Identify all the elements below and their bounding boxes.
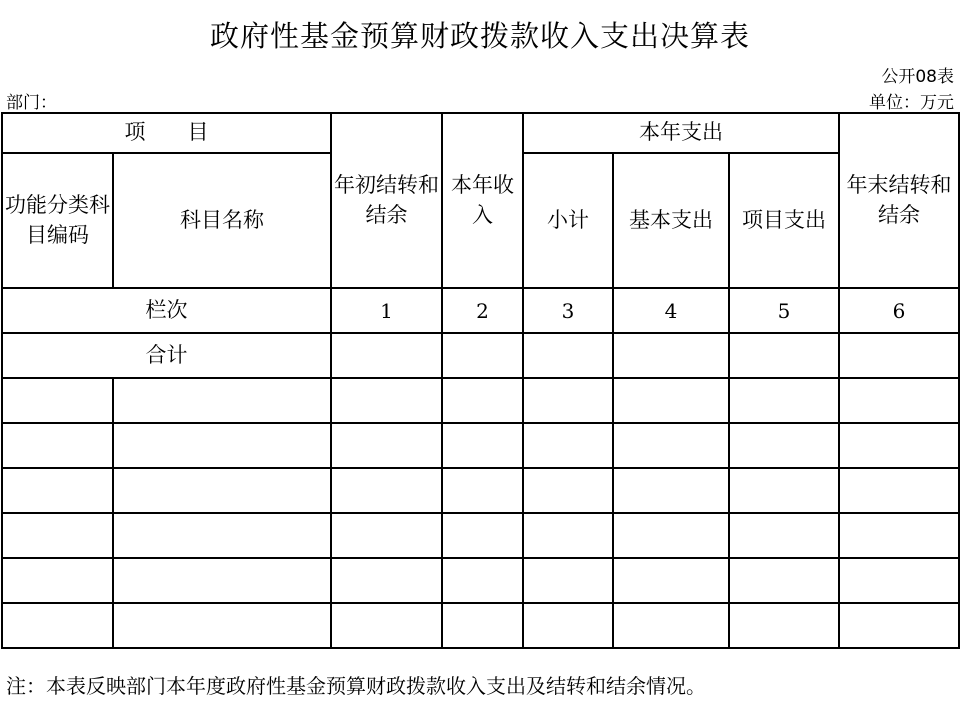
table-cell xyxy=(2,603,113,648)
table-cell xyxy=(331,333,442,378)
page-title: 政府性基金预算财政拨款收入支出决算表 xyxy=(209,19,750,53)
table-cell xyxy=(442,603,523,648)
footnote: 注：本表反映部门本年度政府性基金预算财政拨款收入支出及结转和结余情况。 xyxy=(6,674,706,698)
header-income: 本年收入 xyxy=(442,113,523,288)
table-cell xyxy=(729,603,839,648)
table-cell xyxy=(523,468,613,513)
column-number: 5 xyxy=(729,288,839,333)
table-cell xyxy=(729,513,839,558)
table-cell xyxy=(839,468,959,513)
table-cell xyxy=(523,423,613,468)
table-cell xyxy=(442,333,523,378)
column-number: 6 xyxy=(839,288,959,333)
department-label: 部门： xyxy=(6,93,57,113)
table-cell xyxy=(2,423,113,468)
table-cell xyxy=(613,468,729,513)
header-begin-balance: 年初结转和结余 xyxy=(331,113,442,288)
total-label: 合计 xyxy=(2,333,331,378)
table-cell xyxy=(2,558,113,603)
table-cell xyxy=(729,558,839,603)
table-row xyxy=(2,603,959,648)
table-cell xyxy=(331,378,442,423)
table-cell xyxy=(613,423,729,468)
header-func-code: 功能分类科目编码 xyxy=(2,153,113,288)
table-cell xyxy=(613,603,729,648)
header-end-balance: 年末结转和结余 xyxy=(839,113,959,288)
table-cell xyxy=(331,423,442,468)
table-cell xyxy=(839,378,959,423)
column-index-label: 栏次 xyxy=(2,288,331,333)
table-cell xyxy=(839,333,959,378)
header-expense-group: 本年支出 xyxy=(523,113,839,153)
header-project-expense: 项目支出 xyxy=(729,153,839,288)
table-cell xyxy=(613,513,729,558)
table-cell xyxy=(331,603,442,648)
table-row xyxy=(2,513,959,558)
table-cell xyxy=(839,513,959,558)
table-cell xyxy=(523,513,613,558)
table-cell xyxy=(613,558,729,603)
table-cell xyxy=(113,558,331,603)
table-cell xyxy=(113,513,331,558)
table-cell xyxy=(2,513,113,558)
budget-table xyxy=(1,112,960,649)
table-cell xyxy=(442,468,523,513)
table-cell xyxy=(113,603,331,648)
table-cell xyxy=(729,378,839,423)
table-cell xyxy=(331,468,442,513)
header-subject-name: 科目名称 xyxy=(113,153,331,288)
total-row xyxy=(2,333,959,378)
form-number: 公开08表 xyxy=(881,67,954,87)
table-cell xyxy=(839,603,959,648)
table-cell xyxy=(729,468,839,513)
table-cell xyxy=(113,468,331,513)
table-row xyxy=(2,423,959,468)
table-cell xyxy=(442,513,523,558)
table-cell xyxy=(442,378,523,423)
table-cell xyxy=(442,423,523,468)
header-subtotal: 小计 xyxy=(523,153,613,288)
column-number: 3 xyxy=(523,288,613,333)
table-cell xyxy=(442,558,523,603)
table-cell xyxy=(331,513,442,558)
table-cell xyxy=(523,603,613,648)
table-cell xyxy=(729,423,839,468)
table-row xyxy=(2,378,959,423)
column-number: 4 xyxy=(613,288,729,333)
table-cell xyxy=(523,558,613,603)
column-number: 2 xyxy=(442,288,523,333)
table-cell xyxy=(523,333,613,378)
column-number: 1 xyxy=(331,288,442,333)
table-cell xyxy=(2,468,113,513)
unit-label: 单位：万元 xyxy=(869,93,954,113)
table-row xyxy=(2,468,959,513)
table-row xyxy=(2,558,959,603)
table-cell xyxy=(729,333,839,378)
table-cell xyxy=(613,378,729,423)
table-cell xyxy=(839,558,959,603)
header-item: 项 目 xyxy=(2,113,331,153)
table-cell xyxy=(113,423,331,468)
table-cell xyxy=(613,333,729,378)
table-cell xyxy=(2,378,113,423)
header-basic-expense: 基本支出 xyxy=(613,153,729,288)
table-cell xyxy=(839,423,959,468)
table-cell xyxy=(523,378,613,423)
table-cell xyxy=(113,378,331,423)
table-cell xyxy=(331,558,442,603)
